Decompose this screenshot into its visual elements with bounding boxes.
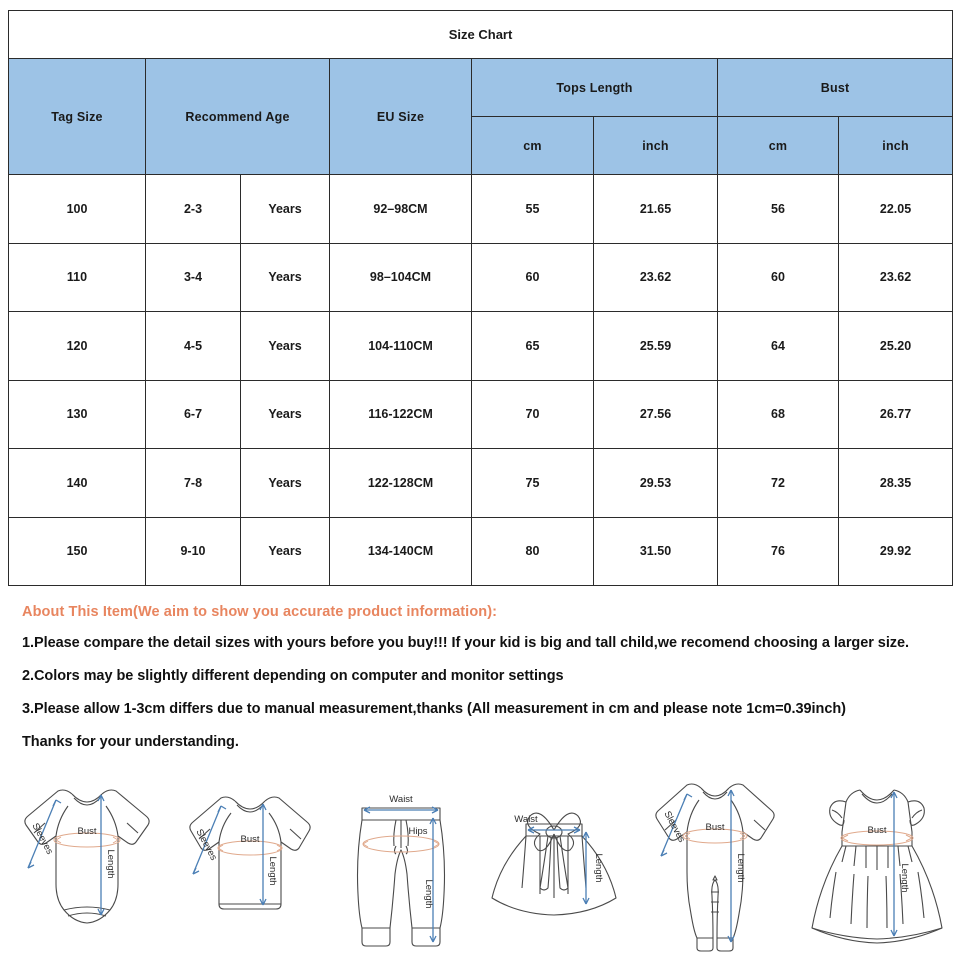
cell-age-unit: Years: [241, 517, 330, 586]
bodysuit-illustration: [12, 776, 162, 956]
cell-tag-size: 150: [9, 517, 146, 586]
cell-eu-size: 134-140CM: [330, 517, 472, 586]
cell-age-unit: Years: [241, 380, 330, 449]
label-bust: Bust: [77, 826, 97, 837]
cell-tops-inch: 27.56: [594, 380, 718, 449]
column-header-tops-length-cm: cm: [472, 117, 594, 175]
size-chart-table: [8, 10, 953, 586]
cell-bust-cm: 60: [718, 243, 839, 312]
cell-tops-inch: 25.59: [594, 312, 718, 381]
cell-bust-inch: 29.92: [839, 517, 953, 586]
cell-bust-inch: 23.62: [839, 243, 953, 312]
label-length: Length: [267, 856, 279, 886]
label-sleeves: Sleeves: [29, 821, 56, 857]
column-header-tag-size: Tag Size: [9, 59, 146, 175]
cell-age: 4-5: [146, 312, 241, 381]
cell-tops-cm: 60: [472, 243, 594, 312]
figure-romper: [641, 776, 789, 956]
figure-dress: [802, 776, 952, 956]
cell-bust-cm: 72: [718, 449, 839, 518]
label-sleeves: Sleeves: [661, 809, 687, 845]
size-chart-table-container: [8, 10, 952, 586]
label-length: Length: [898, 863, 910, 893]
cell-tag-size: 100: [9, 175, 146, 244]
cell-age-unit: Years: [241, 243, 330, 312]
cell-tag-size: 110: [9, 243, 146, 312]
cell-bust-cm: 76: [718, 517, 839, 586]
cell-bust-inch: 28.35: [839, 449, 953, 518]
label-length: Length: [423, 879, 435, 909]
cell-tops-inch: 21.65: [594, 175, 718, 244]
long-sleeve-top-illustration: [175, 776, 325, 956]
note-thanks: Thanks for your understanding.: [22, 734, 239, 750]
table-row: [9, 380, 953, 449]
figure-long-sleeve-top: [175, 776, 325, 956]
label-waist: Waist: [513, 814, 538, 825]
cell-age: 7-8: [146, 449, 241, 518]
column-header-tops-length-inch: inch: [594, 117, 718, 175]
cell-age: 2-3: [146, 175, 241, 244]
cell-tag-size: 130: [9, 380, 146, 449]
table-header-row-1: [9, 59, 953, 117]
label-bust: Bust: [867, 825, 887, 836]
note-item-3: 3.Please allow 1-3cm differs due to manual measurement,thanks (All measurement in cm and please note 1cm=0.39inch): [22, 701, 846, 717]
cell-tops-cm: 80: [472, 517, 594, 586]
column-header-eu-size: EU Size: [330, 59, 472, 175]
cell-bust-cm: 68: [718, 380, 839, 449]
column-header-recommend-age: Recommend Age: [146, 59, 330, 175]
label-sleeves: Sleeves: [193, 827, 220, 863]
cell-tops-cm: 65: [472, 312, 594, 381]
cell-eu-size: 92–98CM: [330, 175, 472, 244]
cell-age: 6-7: [146, 380, 241, 449]
cell-tops-cm: 70: [472, 380, 594, 449]
cell-bust-inch: 22.05: [839, 175, 953, 244]
column-header-bust-inch: inch: [839, 117, 953, 175]
cell-eu-size: 116-122CM: [330, 380, 472, 449]
cell-eu-size: 104-110CM: [330, 312, 472, 381]
cell-tag-size: 120: [9, 312, 146, 381]
page-title: Size Chart: [9, 11, 953, 59]
about-this-item-heading: About This Item(We aim to show you accurate product information):: [22, 604, 498, 620]
cell-bust-cm: 56: [718, 175, 839, 244]
cell-bust-cm: 64: [718, 312, 839, 381]
cell-age: 9-10: [146, 517, 241, 586]
note-item-1: 1.Please compare the detail sizes with yours before you buy!!! If your kid is big and tall child,we recomend choosing a larger size.: [22, 635, 909, 651]
figure-pants: [338, 776, 464, 956]
cell-tops-inch: 23.62: [594, 243, 718, 312]
pants-illustration: [338, 776, 464, 956]
label-length: Length: [734, 853, 746, 883]
column-header-bust: Bust: [718, 59, 953, 117]
dress-illustration: [802, 776, 952, 956]
cell-age-unit: Years: [241, 175, 330, 244]
about-this-item-section: [22, 604, 947, 765]
cell-bust-inch: 25.20: [839, 312, 953, 381]
column-header-bust-cm: cm: [718, 117, 839, 175]
figure-skirt: [478, 776, 628, 956]
table-row: [9, 243, 953, 312]
romper-illustration: [641, 776, 789, 956]
cell-eu-size: 122-128CM: [330, 449, 472, 518]
table-row: [9, 312, 953, 381]
cell-tops-inch: 29.53: [594, 449, 718, 518]
cell-age: 3-4: [146, 243, 241, 312]
label-hips: Hips: [408, 826, 428, 837]
label-length: Length: [105, 849, 116, 879]
table-row: [9, 175, 953, 244]
measurement-diagrams: [12, 776, 952, 958]
column-header-tops-length: Tops Length: [472, 59, 718, 117]
skirt-illustration: [478, 776, 628, 956]
cell-tops-inch: 31.50: [594, 517, 718, 586]
note-item-2: 2.Colors may be slightly different depending on computer and monitor settings: [22, 668, 564, 684]
table-title-row: [9, 11, 953, 59]
cell-tops-cm: 55: [472, 175, 594, 244]
table-row: [9, 449, 953, 518]
cell-eu-size: 98–104CM: [330, 243, 472, 312]
figure-bodysuit: [12, 776, 162, 956]
cell-bust-inch: 26.77: [839, 380, 953, 449]
cell-age-unit: Years: [241, 312, 330, 381]
label-waist: Waist: [389, 794, 414, 805]
label-bust: Bust: [705, 822, 725, 833]
cell-tag-size: 140: [9, 449, 146, 518]
table-row: [9, 517, 953, 586]
label-bust: Bust: [240, 834, 260, 845]
label-length: Length: [592, 853, 604, 883]
cell-tops-cm: 75: [472, 449, 594, 518]
cell-age-unit: Years: [241, 449, 330, 518]
